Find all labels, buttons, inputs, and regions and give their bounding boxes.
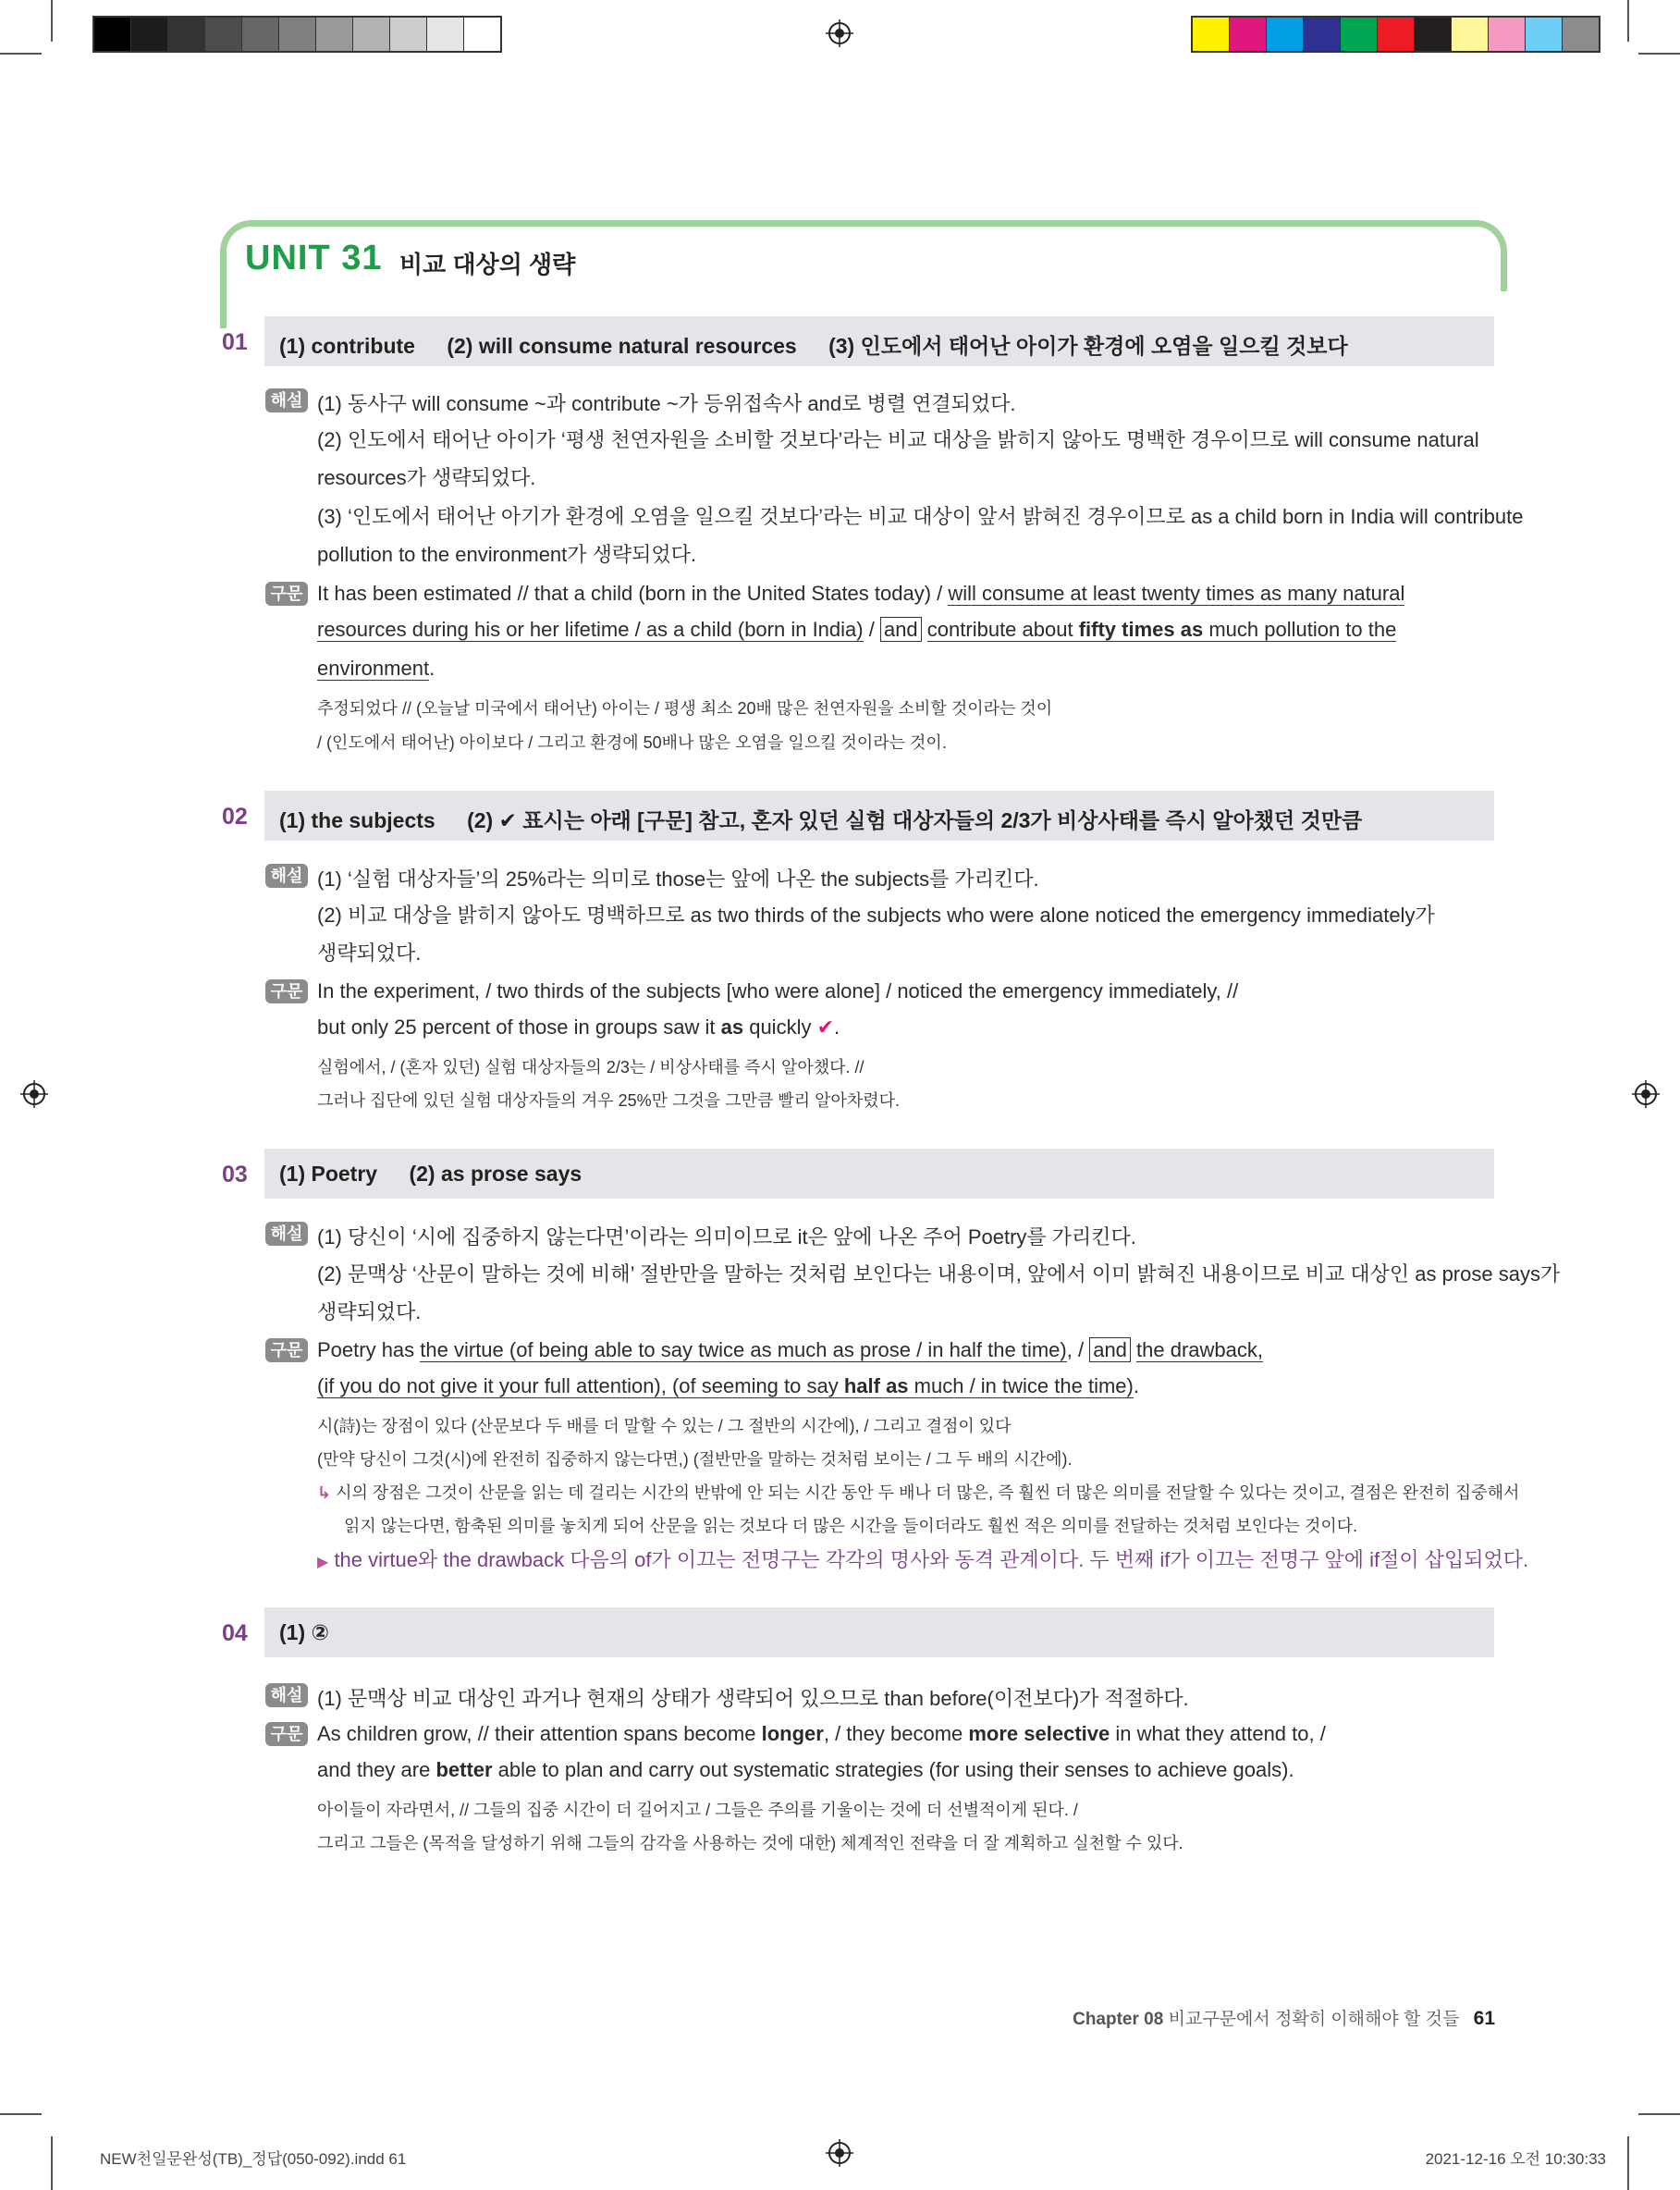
- color-swatch: [168, 18, 205, 51]
- explanation-line: (2) 인도에서 태어난 아이가 ‘평생 천연자원을 소비할 것보다’라는 비교 대상을 밝히지 않아도 명백한 경우이므로 will consume natural: [317, 428, 1479, 451]
- crop-mark: [0, 53, 42, 55]
- explanation-line: (1) 동사구 will consume ~과 contribute ~가 등위접속사 and로 병렬 연결되었다.: [317, 392, 1016, 415]
- crop-mark: [1638, 53, 1680, 55]
- explanation-line: 생략되었다.: [317, 941, 422, 965]
- question-number: 02: [222, 804, 248, 830]
- answer-bar: [264, 1607, 1494, 1657]
- translation-line: 아이들이 자라면서, // 그들의 집중 시간이 더 길어지고 / 그들은 주의를 기울이는 것에 더 선별적이게 된다. /: [317, 1801, 1078, 1819]
- explanation-line: (1) ‘실험 대상자들’의 25%라는 의미로 those는 앞에 나온 the subjects를 가리킨다.: [317, 867, 1039, 891]
- explanation-line: (2) 비교 대상을 밝히지 않아도 명백하므로 as two thirds of the subjects who were alone noticed the emergency immediately가: [317, 904, 1435, 927]
- structure-tag: 구문: [265, 1338, 308, 1362]
- note-line: ↳ 시의 장점은 그것이 산문을 읽는 데 걸리는 시간의 반밖에 안 되는 시간 동안 두 배나 더 많은, 즉 훨씬 더 많은 의미를 전달할 수 있다는 것이고, 결점은 완전히 집중해서: [317, 1483, 1520, 1502]
- answer-1: (1) the subjects: [279, 808, 435, 832]
- color-swatch: [279, 18, 316, 51]
- translation-line: 추정되었다 // (오늘날 미국에서 태어난) 아이는 / 평생 최소 20배 많은 천연자원을 소비할 것이라는 것이: [317, 699, 1053, 718]
- color-swatch: [1193, 18, 1230, 51]
- explanation-line: (3) ‘인도에서 태어난 아기가 환경에 오염을 일으킬 것보다’라는 비교 대상이 앞서 밝혀진 경우이므로 as a child born in India will contribute: [317, 505, 1524, 528]
- slug-date: 2021-12-16 오전 10:30:33: [1425, 2150, 1606, 2168]
- explanation-tag: 해설: [265, 388, 308, 412]
- explanation-tag: 해설: [265, 1222, 308, 1246]
- structure-tag: 구문: [265, 1722, 308, 1746]
- translation-line: (만약 당신이 그것(시)에 완전히 집중하지 않는다면,) (절반만을 말하는 것처럼 보이는 / 그 두 배의 시간에).: [317, 1450, 1073, 1469]
- registration-mark-icon: [20, 1080, 48, 1108]
- answer-text: [279, 329, 1348, 360]
- color-swatch: [427, 18, 464, 51]
- question-number: 01: [222, 329, 248, 355]
- color-swatch: [1341, 18, 1378, 51]
- explanation-tag: 해설: [265, 1683, 308, 1707]
- check-mark-icon: ✔: [816, 1015, 835, 1039]
- triangle-bullet-icon: ▶: [317, 1555, 329, 1570]
- structure-tag: 구문: [265, 582, 308, 606]
- structure-line: environment.: [317, 657, 435, 680]
- color-swatch: [1267, 18, 1304, 51]
- registration-mark-icon: [826, 19, 853, 47]
- color-swatch: [1415, 18, 1452, 51]
- crop-mark: [0, 2113, 42, 2115]
- color-swatch: [94, 18, 131, 51]
- answer-1: (1) Poetry: [279, 1162, 378, 1186]
- structure-line: In the experiment, / two thirds of the subjects [who were alone] / noticed the emergency immediately, //: [317, 979, 1239, 1003]
- color-swatch: [1452, 18, 1489, 51]
- grammar-note: ▶ the virtue와 the drawback 다음의 of가 이끄는 전명구는 각각의 명사와 동격 관계이다. 두 번째 if가 이끄는 전명구 앞에 if절이 삽입되었다.: [317, 1548, 1529, 1571]
- color-swatch: [353, 18, 390, 51]
- color-swatch: [1489, 18, 1526, 51]
- color-swatch: [464, 18, 500, 51]
- color-swatch: [1563, 18, 1599, 51]
- crop-mark: [51, 0, 53, 42]
- color-bar: [1191, 16, 1600, 53]
- color-swatch: [316, 18, 353, 51]
- answer-text: [279, 804, 1362, 834]
- structure-line: but only 25 percent of those in groups saw it as quickly ✔.: [317, 1015, 840, 1039]
- color-swatch: [1378, 18, 1415, 51]
- color-swatch: [131, 18, 168, 51]
- grayscale-bar: [92, 16, 502, 53]
- explanation-line: pollution to the environment가 생략되었다.: [317, 543, 697, 566]
- explanation-line: (1) 문맥상 비교 대상인 과거나 현재의 상태가 생략되어 있으므로 than before(이전보다)가 적절하다.: [317, 1687, 1189, 1710]
- crop-mark: [51, 2136, 53, 2190]
- answer-2: (2) as prose says: [409, 1162, 582, 1186]
- structure-line: (if you do not give it your full attention), (of seeming to say half as much / in twice the time).: [317, 1374, 1139, 1397]
- structure-line: It has been estimated // that a child (born in the United States today) / will consume at least twenty times as many natural: [317, 582, 1405, 605]
- explanation-line: (1) 당신이 ‘시에 집중하지 않는다면’이라는 의미이므로 it은 앞에 나온 주어 Poetry를 가리킨다.: [317, 1225, 1136, 1249]
- explanation-line: resources가 생략되었다.: [317, 466, 536, 489]
- chapter-title: 비교구문에서 정확히 이해해야 할 것들: [1168, 2010, 1460, 2029]
- question-number: 04: [222, 1620, 248, 1646]
- crop-mark: [1627, 2136, 1629, 2190]
- translation-line: 그러나 집단에 있던 실험 대상자들의 겨우 25%만 그것을 그만큼 빨리 알아차렸다.: [317, 1091, 901, 1110]
- translation-line: 시(詩)는 장점이 있다 (산문보다 두 배를 더 말할 수 있는 / 그 절반의 시간에), / 그리고 결점이 있다: [317, 1417, 1012, 1435]
- unit-subtitle: 비교 대상의 생략: [399, 251, 576, 278]
- color-swatch: [205, 18, 242, 51]
- structure-line: and they are better able to plan and carry out systematic strategies (for using their senses to achieve goals).: [317, 1758, 1294, 1781]
- page-footer: [1073, 2005, 1495, 2030]
- answer-2: (2) will consume natural resources: [447, 334, 797, 358]
- color-swatch: [390, 18, 427, 51]
- structure-line: Poetry has the virtue (of being able to say twice as much as prose / in half the time), / and the drawback,: [317, 1338, 1264, 1361]
- chapter-label: Chapter 08: [1073, 2010, 1164, 2029]
- crop-mark: [1638, 2113, 1680, 2115]
- note-line: 읽지 않는다면, 함축된 의미를 놓치게 되어 산문을 읽는 것보다 더 많은 시간을 들이더라도 훨씬 적은 의미를 전달하는 것처럼 보인다는 것이다.: [344, 1517, 1358, 1535]
- explanation-tag: 해설: [265, 864, 308, 888]
- color-swatch: [1230, 18, 1267, 51]
- answer-3: (3) 인도에서 태어난 아이가 환경에 오염을 일으킬 것보다: [828, 334, 1348, 358]
- answer-text: [279, 1162, 582, 1187]
- translation-line: / (인도에서 태어난) 아이보다 / 그리고 환경에 50배나 많은 오염을 일으킬 것이라는 것이.: [317, 733, 947, 752]
- registration-mark-icon: [826, 2139, 853, 2167]
- slug-file: NEW천일문완성(TB)_정답(050-092).indd 61: [100, 2150, 407, 2168]
- question-number: 03: [222, 1162, 248, 1187]
- color-swatch: [1526, 18, 1563, 51]
- curved-arrow-icon: ↳: [317, 1483, 332, 1502]
- crop-mark: [1627, 0, 1629, 42]
- answer-1: (1) ②: [279, 1620, 329, 1644]
- explanation-line: (2) 문맥상 ‘산문이 말하는 것에 비해’ 절반만을 말하는 것처럼 보인다는 내용이며, 앞에서 이미 밝혀진 내용이므로 비교 대상인 as prose says가: [317, 1262, 1561, 1286]
- translation-line: 실험에서, / (혼자 있던) 실험 대상자들의 2/3는 / 비상사태를 즉시 알아챘다. //: [317, 1058, 865, 1077]
- color-swatch: [242, 18, 279, 51]
- color-swatch: [1304, 18, 1341, 51]
- explanation-line: 생략되었다.: [317, 1300, 422, 1323]
- translation-line: 그리고 그들은 (목적을 달성하기 위해 그들의 감각을 사용하는 것에 대한) 체계적인 전략을 더 잘 계획하고 실천할 수 있다.: [317, 1834, 1183, 1852]
- structure-line: resources during his or her lifetime / as a child (born in India) / and contribute about fifty times as much pollution to the: [317, 618, 1397, 641]
- answer-2: (2) ✔ 표시는 아래 [구문] 참고, 혼자 있던 실험 대상자들의 2/3가 비상사태를 즉시 알아챘던 것만큼: [467, 808, 1363, 832]
- registration-mark-icon: [1632, 1080, 1660, 1108]
- page-number: 61: [1473, 2008, 1495, 2029]
- answer-1: (1) contribute: [279, 334, 415, 358]
- structure-line: As children grow, // their attention spans become longer, / they become more selective in what they attend to, /: [317, 1722, 1326, 1745]
- structure-tag: 구문: [265, 979, 308, 1003]
- unit-label: UNIT 31: [245, 239, 383, 277]
